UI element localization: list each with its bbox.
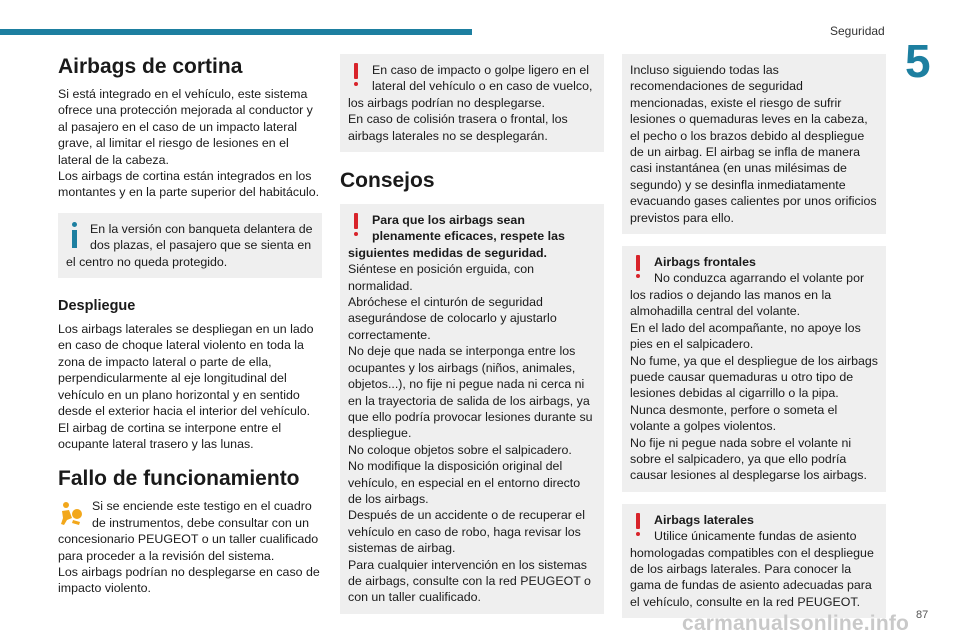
info-icon [66,221,84,251]
paragraph: Los airbags de cortina están integrados en los montantes y en la parte superior del habitáculo. [58,169,320,200]
warning-icon [630,254,648,284]
warning-note [340,54,604,152]
advice-item: Después de un accidente o de recuperar el vehículo en caso de robo, haga revisar los sistemas de airbag. [348,508,585,556]
info-note [58,213,322,278]
column-left [58,54,322,597]
warning-text: En caso de impacto o golpe ligero en el lateral del vehículo o en caso de vuelco, los airbags podrían no desplegarse. [348,63,593,110]
side-airbags-warning [622,504,886,618]
fault-block [58,498,322,596]
header-accent-bar [0,29,472,35]
front-airbags-item: No fume, ya que el despliegue de los airbags puede causar quemaduras u otro tipo de lesiones debidas al cigarrillo o la pipa. [630,353,878,401]
front-airbags-warning [622,246,886,492]
heading-malfunction: Fallo de funcionamiento [58,467,300,491]
advice-item: No coloque objetos sobre el salpicadero. [348,442,572,457]
side-airbags-title: Airbags laterales [654,512,754,527]
front-airbags-item: No fije ni pegue nada sobre el volante ni sobre el salpicadero, ya que ello podría causar lesiones al desplegarse los airbags. [630,435,867,483]
section-title: Seguridad [830,24,885,38]
front-airbags-item: No conduzca agarrando el volante por los radios o dejando las manos en la almohadilla central del volante. [630,271,865,319]
heading-advice: Consejos [340,169,435,193]
warning-icon [630,512,648,542]
paragraph: El airbag de cortina se interpone entre el ocupante lateral trasero y las lunas. [58,420,282,451]
warning-icon [348,62,366,92]
paragraph: Los airbags laterales se despliegan en un lado en caso de choque lateral violento en toda la zona de impacto lateral o parte de ella, perpendicularmente al eje longitudinal del vehículo en un plano horizontal y en sentido desde el exterior hacia el interior del vehículo. [58,322,314,419]
heading-curtain-airbags: Airbags de cortina [58,55,243,78]
warning-text: En caso de colisión trasera o frontal, los airbags laterales no se desplegarán. [348,112,568,143]
front-airbags-title: Airbags frontales [654,255,756,270]
heading-deployment: Despliegue [58,298,136,315]
front-airbags-item: Nunca desmonte, perfore o someta el volante a golpes violentos. [630,402,838,434]
info-text: En la versión con banqueta delantera de dos plazas, el pasajero que se sienta en el centro no queda protegido. [66,221,313,269]
page-number: 87 [916,609,929,621]
advice-item: Para cualquier intervención en los sistemas de airbags, consulte con la red PEUGEOT o con un taller cualificado. [348,557,591,605]
column-right [622,54,886,618]
chapter-number: 5 [905,35,931,87]
advice-item: Abróchese el cinturón de seguridad asegurándose de colocarlo y ajustarlo correctamente. [348,295,557,342]
warning-icon [348,212,366,242]
watermark: carmanualsonline.info [682,612,910,635]
airbag-warning-lamp-icon [58,500,84,526]
paragraph: Los airbags podrían no desplegarse en caso de impacto violento. [58,564,320,596]
front-airbags-item: En el lado del acompañante, no apoye los pies en el salpicadero. [630,320,861,352]
paragraph: Si se enciende este testigo en el cuadro de instrumentos, debe consultar con un concesionario PEUGEOT o un taller cualificado para proceder a la revisión del sistema. [58,499,319,563]
column-middle [340,54,604,614]
note-text: Incluso siguiendo todas las recomendaciones de seguridad mencionadas, existe el riesgo de sufrir lesiones o quemaduras leves en la cabeza, el pecho o los brazos debido al despliegue de un airbag. El airbag se infla de manera casi instantánea (en unas milésimas de segundo) y se desinfla inmediatamente evacuando gases calientes por unos orificios previstos para ello. [630,63,877,225]
advice-box [340,204,604,614]
advice-item: No modifique la disposición original del vehículo, en especial en el entorno directo de los airbags. [348,459,581,506]
paragraph: Si está integrado en el vehículo, este sistema ofrece una protección mejorada al conductor y al pasajero en el caso de un impacto lateral grave, al limitar el riesgo de lesiones en el lateral de la cabeza. [58,87,313,167]
safety-note [622,54,886,234]
advice-lead: Para que los airbags sean plenamente eficaces, respete las siguientes medidas de seguridad. [348,213,565,260]
advice-item: Siéntese en posición erguida, con normalidad. [348,262,534,293]
advice-item: No deje que nada se interponga entre los ocupantes y los airbags (niños, animales, objetos...), no fije ni pegue nada ni cerca ni en la trayectoria de salida de los airbags, ya que ello podría provocar lesiones durante su despliegue. [348,344,593,441]
side-airbags-text: Utilice únicamente fundas de asiento homologadas compatibles con el despliegue de los airbags laterales. Para conocer la gama de fundas de asiento adecuadas para el vehículo, consulte en la red PEUGEOT. [630,529,874,609]
